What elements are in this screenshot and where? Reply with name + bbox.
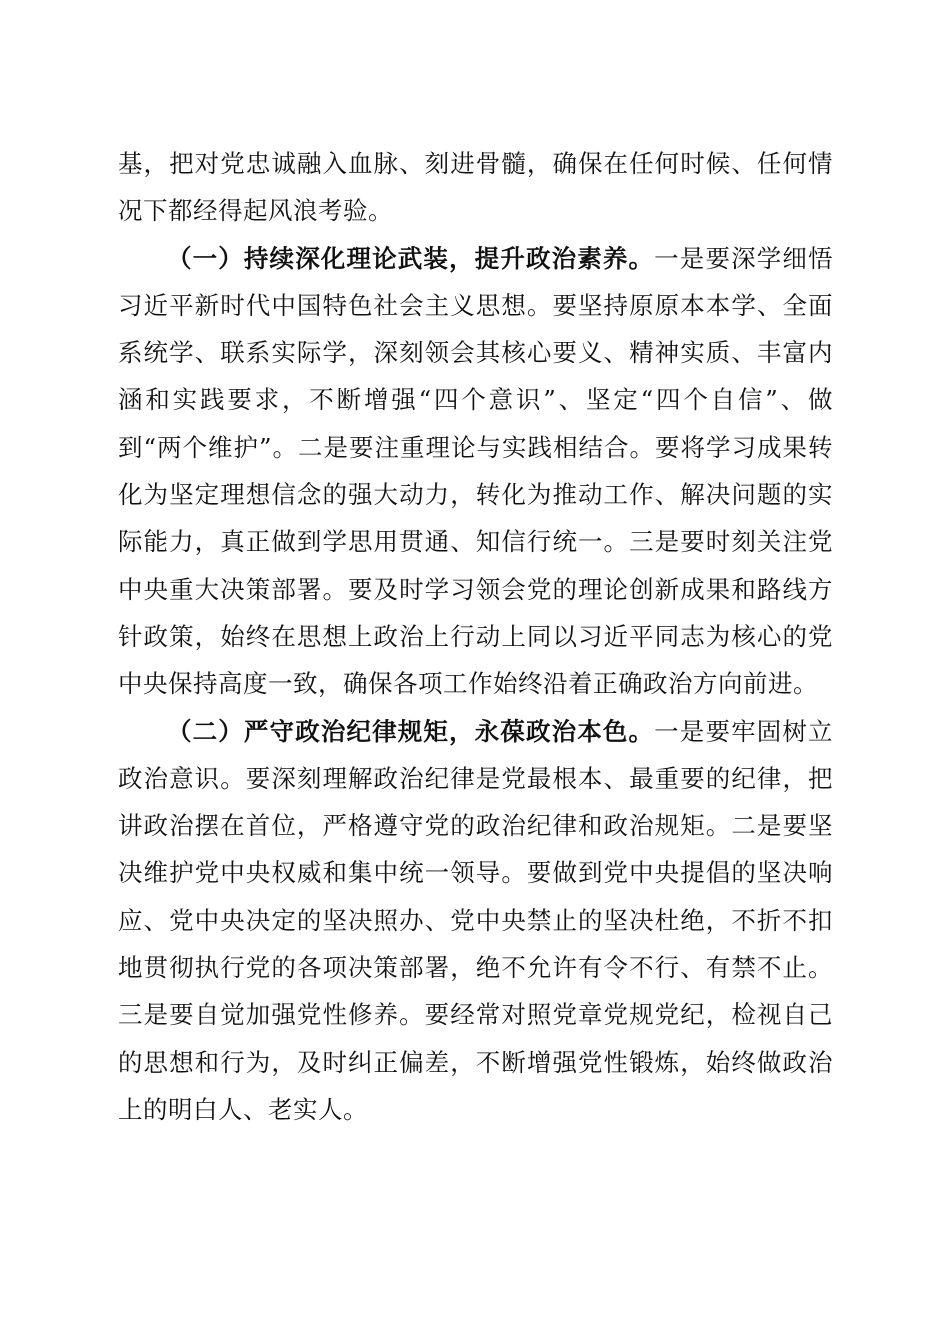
section-heading: （一）持续深化理论武装，提升政治素养。 xyxy=(167,243,655,273)
paragraph-text: 基，把对党忠诚融入血脉、刻进骨髓，确保在任何时候、任何情况下都经得起风浪考验。 xyxy=(118,149,833,226)
paragraph-section-1 xyxy=(118,235,833,708)
section-heading: （二）严守政治纪律规矩，永葆政治本色。 xyxy=(167,716,655,746)
paragraph-text: 一是要深学细悟习近平新时代中国特色社会主义思想。要坚持原原本本学、全面系统学、联系实际学，深刻领会其核心要义、精神实质、丰富内涵和实践要求，不断增强“四个意识”、坚定“四个自信”、做到“两个维护”。二是要注重理论与实践相结合。要将学习成果转化为坚定理想信念的强大动力，转化为推动工作、解决问题的实际能力，真正做到学思用贯通、知信行统一。三是要时刻关注党中央重大决策部署。要及时学习领会党的理论创新成果和路线方针政策，始终在思想上政治上行动上同以习近平同志为核心的党中央保持高度一致，确保各项工作始终沿着正确政治方向前进。 xyxy=(118,243,834,699)
document-page xyxy=(118,140,833,1133)
paragraph-continuation xyxy=(118,140,833,235)
paragraph-section-2 xyxy=(118,708,833,1134)
paragraph-text: 一是要牢固树立政治意识。要深刻理解政治纪律是党最根本、最重要的纪律，把讲政治摆在首位，严格遵守党的政治纪律和政治规矩。二是要坚决维护党中央权威和集中统一领导。要做到党中央提倡的坚决响应、党中央决定的坚决照办、党中央禁止的坚决杜绝，不折不扣地贯彻执行党的各项决策部署，绝不允许有令不行、有禁不止。三是要自觉加强党性修养。要经常对照党章党规党纪，检视自己的思想和行为，及时纠正偏差，不断增强党性锻炼，始终做政治上的明白人、老实人。 xyxy=(118,716,834,1124)
